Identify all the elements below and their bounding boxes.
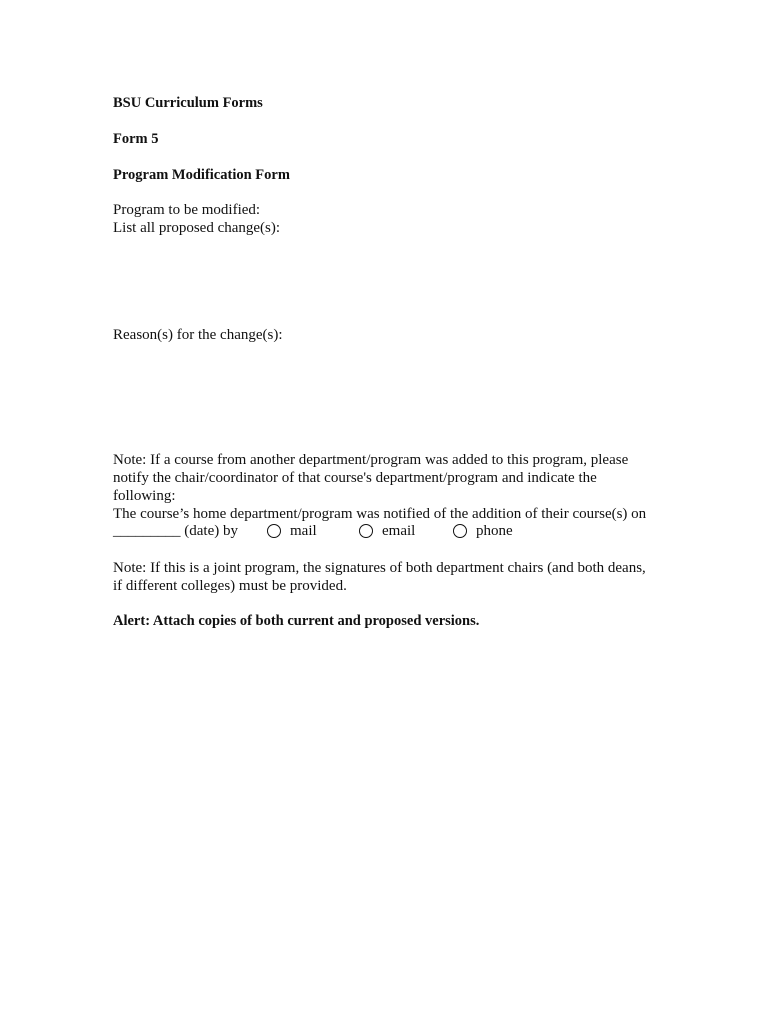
note-course-line-2: notify the chair/coordinator of that course's department/program and indicate the: [113, 470, 597, 486]
form-title: Program Modification Form: [113, 167, 290, 183]
changes-label: List all proposed change(s):: [113, 220, 281, 236]
reasons-label: Reason(s) for the change(s):: [113, 327, 283, 343]
alert-text: Alert: Attach copies of both current and proposed versions.: [113, 613, 480, 629]
radio-label-email: email: [382, 523, 416, 539]
radio-label-phone: phone: [476, 523, 513, 539]
note-course-line-4: The course’s home department/program was notified of the addition of their course(s) on: [113, 506, 647, 522]
note-course-line-3: following:: [113, 488, 176, 504]
radio-option-mail[interactable]: [267, 522, 317, 540]
program-label: Program to be modified:: [113, 202, 261, 218]
date-by-line: _________ (date) by: [113, 523, 238, 539]
radio-option-phone[interactable]: [453, 522, 513, 540]
radio-circle-icon[interactable]: [267, 524, 281, 538]
radio-circle-icon[interactable]: [359, 524, 373, 538]
form-number: Form 5: [113, 131, 159, 147]
note-joint-line-2: if different colleges) must be provided.: [113, 578, 347, 594]
note-course-line-1: Note: If a course from another department/program was added to this program, please: [113, 452, 629, 468]
radio-circle-icon[interactable]: [453, 524, 467, 538]
radio-option-email[interactable]: [359, 522, 415, 540]
radio-label-mail: mail: [290, 523, 317, 539]
document-header: BSU Curriculum Forms: [113, 95, 263, 111]
note-joint-line-1: Note: If this is a joint program, the signatures of both department chairs (and both deans,: [113, 560, 646, 576]
